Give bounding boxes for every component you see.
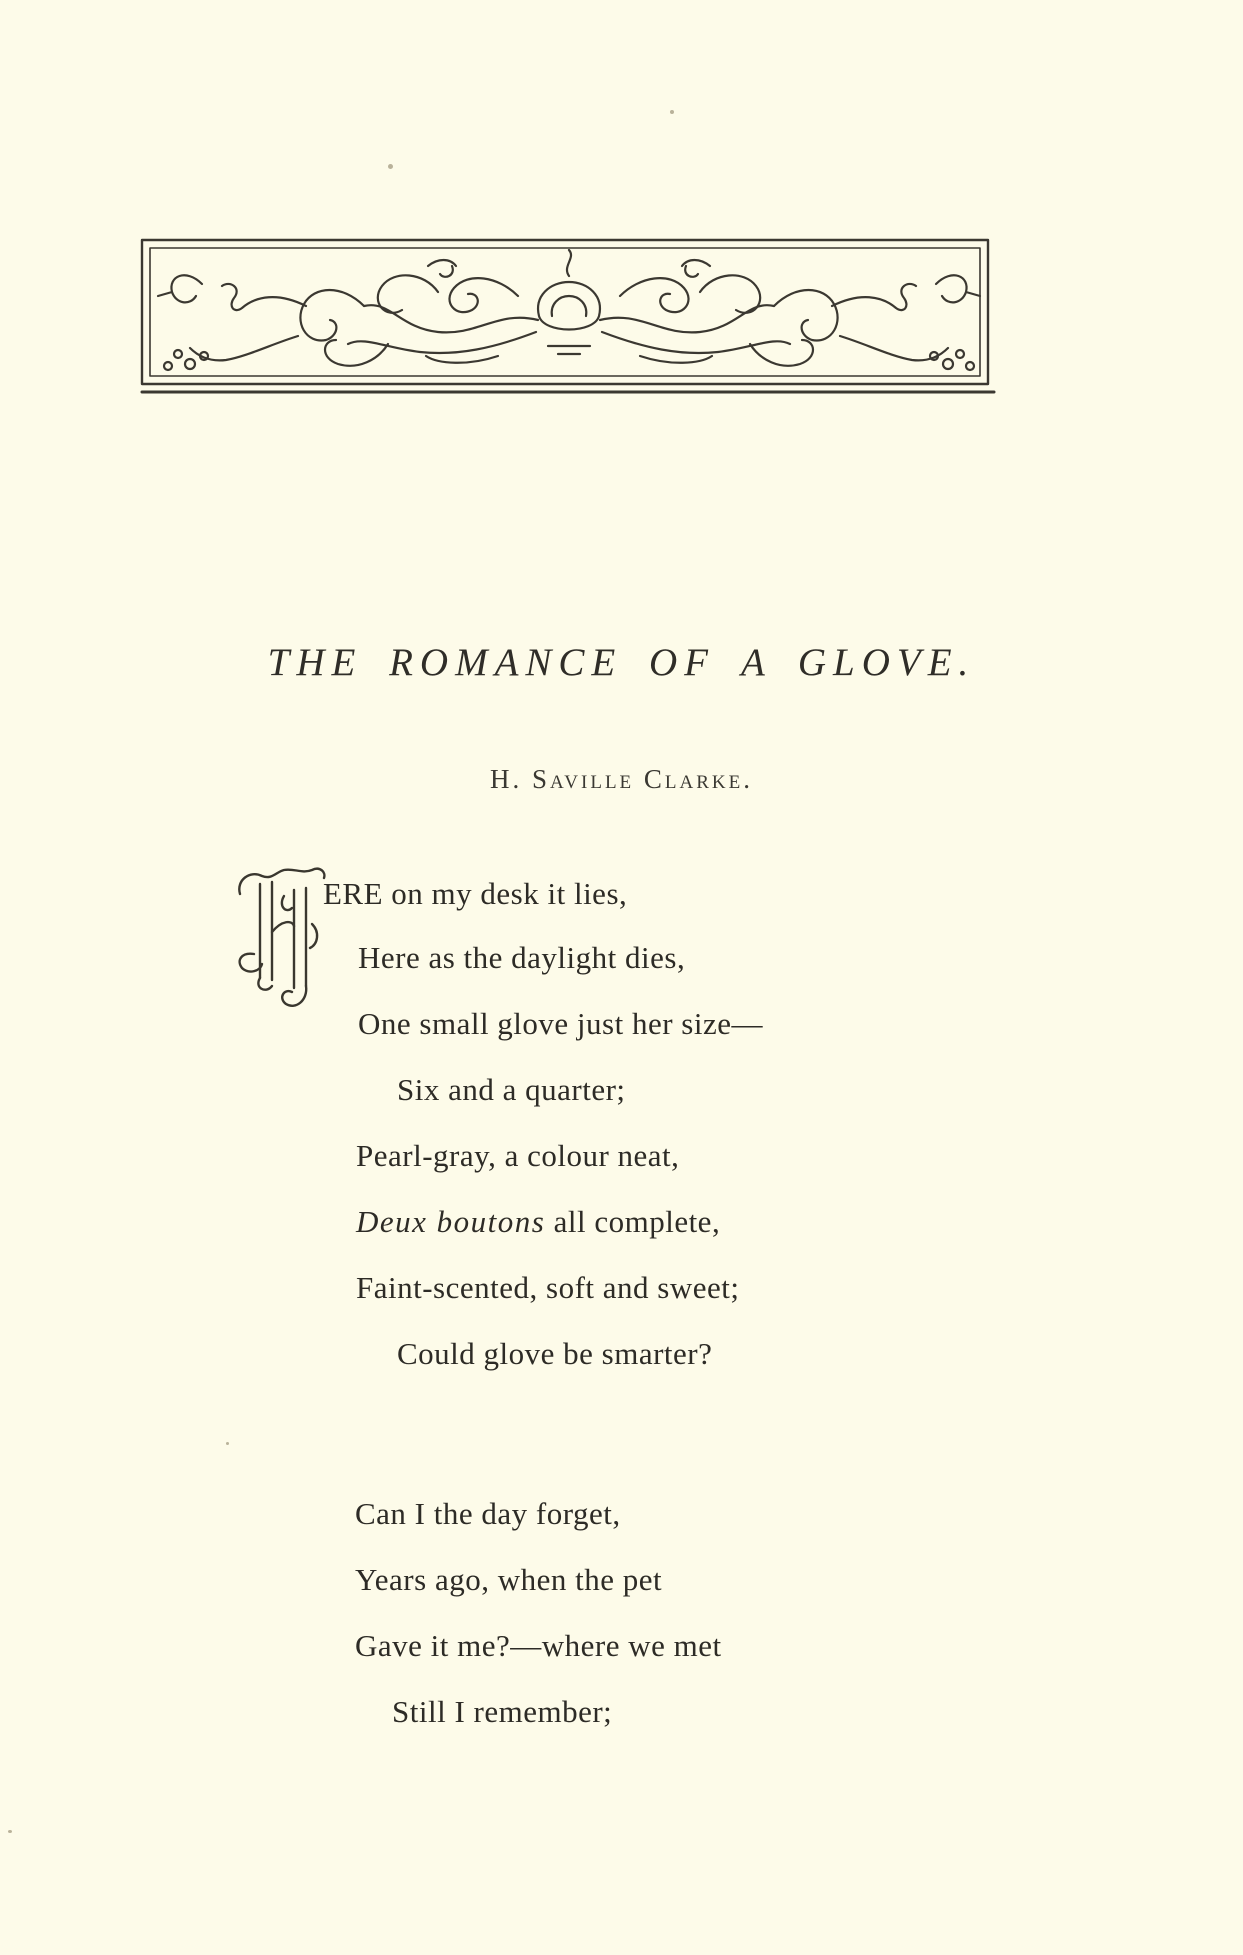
paper-speck	[8, 1830, 12, 1833]
stanza1-line3: One small glove just her size—	[358, 1006, 763, 1041]
stanza2-line3: Gave it me?—where we met	[355, 1628, 722, 1663]
stanza2-line2: Years ago, when the pet	[355, 1562, 663, 1597]
line6-rest: all complete,	[545, 1204, 721, 1239]
stanza1-line7: Faint-scented, soft and sweet;	[356, 1270, 740, 1305]
headpiece-ornament-icon	[138, 236, 1000, 398]
stanza1-line1: ERE on my desk it lies,	[323, 876, 628, 911]
paper-speck	[226, 1442, 229, 1445]
stanza2-line4: Still I remember;	[392, 1694, 613, 1729]
dropcap-h-icon	[232, 860, 328, 1018]
ornamental-headpiece	[138, 236, 1000, 398]
stanza1-line5: Pearl-gray, a colour neat,	[356, 1138, 680, 1173]
stanza1-line6	[356, 1204, 720, 1240]
paper-speck	[388, 164, 393, 169]
stanza1-line8: Could glove be smarter?	[397, 1336, 713, 1371]
ornamental-dropcap	[232, 860, 328, 1018]
stanza2-line1: Can I the day forget,	[355, 1496, 621, 1531]
italic-phrase: Deux boutons	[356, 1204, 546, 1239]
paper-speck	[670, 110, 674, 114]
stanza1-line2: Here as the daylight dies,	[358, 940, 686, 975]
poem-author: H. Saville Clarke.	[490, 764, 753, 794]
poem-title: THE ROMANCE OF A GLOVE.	[267, 641, 976, 684]
stanza1-line4: Six and a quarter;	[397, 1072, 626, 1107]
